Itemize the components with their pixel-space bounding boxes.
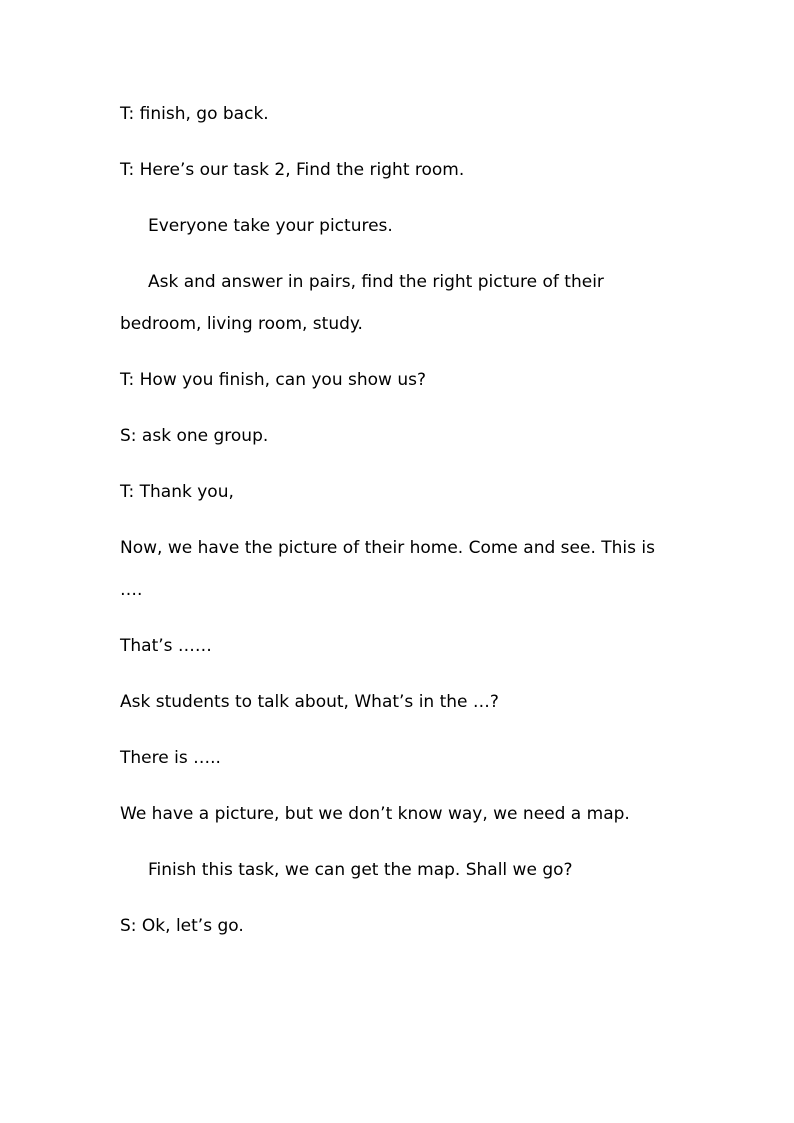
- paragraph-shall-we-go: Finish this task, we can get the map. Shall we go?: [148, 860, 573, 880]
- paragraph-lets-go: S: Ok, let’s go.: [120, 916, 244, 936]
- paragraph-picture-of-home: Now, we have the picture of their home. Come and see. This is ….: [120, 538, 655, 600]
- paragraph-there-is: There is …..: [120, 748, 221, 768]
- paragraph-teacher-finish: T: finish, go back.: [120, 104, 269, 124]
- document-body: [120, 102, 660, 970]
- paragraph-ask-answer-pairs: Ask and answer in pairs, find the right picture of their bedroom, living room, study.: [120, 272, 604, 334]
- paragraph-need-a-map: We have a picture, but we don’t know way, we need a map.: [120, 804, 630, 824]
- paragraph-show-us: T: How you finish, can you show us?: [120, 370, 426, 390]
- paragraph-thats: That’s ……: [120, 636, 212, 656]
- paragraph-task-2: T: Here’s our task 2, Find the right room.: [120, 160, 465, 180]
- paragraph-thank-you: T: Thank you,: [120, 482, 234, 502]
- paragraph-take-pictures: Everyone take your pictures.: [148, 216, 393, 236]
- paragraph-whats-in-the: Ask students to talk about, What’s in the …?: [120, 692, 499, 712]
- paragraph-ask-one-group: S: ask one group.: [120, 426, 269, 446]
